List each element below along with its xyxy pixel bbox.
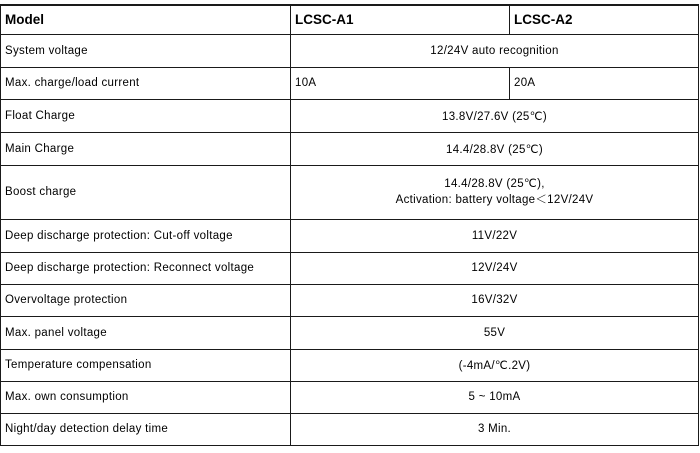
row-label: Overvoltage protection [1, 284, 291, 316]
table-row [1, 99, 699, 132]
row-value: 3 Min. [291, 413, 699, 445]
row-label: Float Charge [1, 99, 291, 132]
row-value-a2: 20A [510, 67, 699, 99]
header-lcsc-a2: LCSC-A2 [510, 5, 699, 34]
row-value: 12V/24V [291, 252, 699, 284]
table-row [1, 219, 699, 252]
table-row [1, 316, 699, 349]
row-value: 13.8V/27.6V (25℃) [291, 99, 699, 132]
row-value-a1: 10A [291, 67, 510, 99]
row-label: Max. own consumption [1, 381, 291, 413]
row-label: Max. panel voltage [1, 316, 291, 349]
row-label: Boost charge [1, 165, 291, 219]
spec-table [0, 4, 699, 446]
row-label: Deep discharge protection: Reconnect voltage [1, 252, 291, 284]
row-value-line-1: 14.4/28.8V (25℃), [444, 178, 545, 190]
row-label: Temperature compensation [1, 349, 291, 381]
header-lcsc-a1: LCSC-A1 [291, 5, 510, 34]
row-value-line-2: Activation: battery voltage＜12V/24V [395, 194, 594, 206]
row-label: Deep discharge protection: Cut-off voltage [1, 219, 291, 252]
row-label: Max. charge/load current [1, 67, 291, 99]
table-row [1, 381, 699, 413]
table-row [1, 284, 699, 316]
table-row [1, 165, 699, 219]
header-row [1, 5, 699, 34]
row-label: Main Charge [1, 132, 291, 165]
row-value: 55V [291, 316, 699, 349]
table-row [1, 67, 699, 99]
table-row [1, 413, 699, 445]
row-value: 5 ~ 10mA [291, 381, 699, 413]
table-row [1, 132, 699, 165]
table-row [1, 349, 699, 381]
row-value: 12/24V auto recognition [291, 34, 699, 67]
row-value: 16V/32V [291, 284, 699, 316]
row-value: 11V/22V [291, 219, 699, 252]
table-row [1, 252, 699, 284]
header-model: Model [1, 5, 291, 34]
row-label: System voltage [1, 34, 291, 67]
row-value [291, 165, 699, 219]
row-value: (-4mA/℃.2V) [291, 349, 699, 381]
row-value: 14.4/28.8V (25℃) [291, 132, 699, 165]
table-row [1, 34, 699, 67]
row-label: Night/day detection delay time [1, 413, 291, 445]
